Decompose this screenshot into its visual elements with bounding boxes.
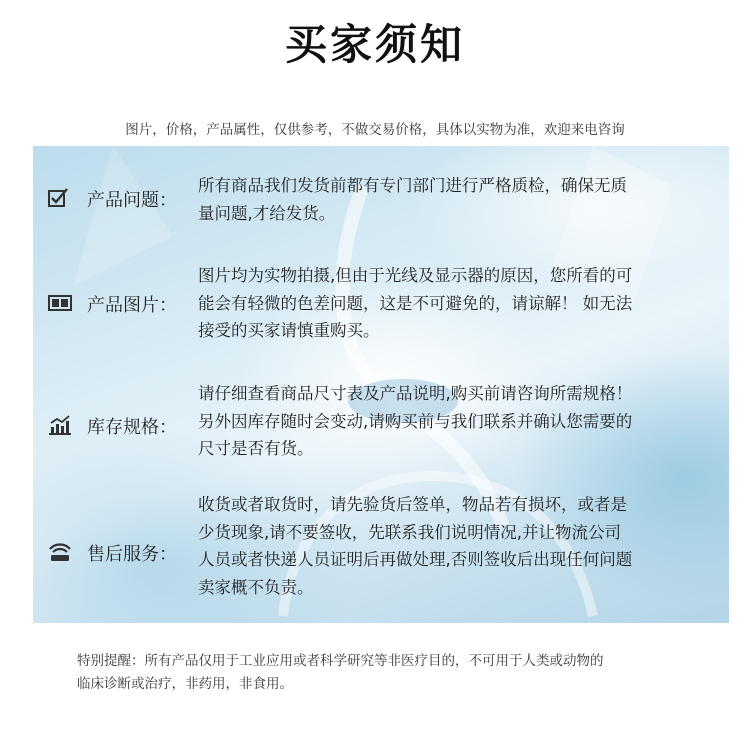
section-text-line: 少货现象,请不要签收，先联系我们说明情况,并让物流公司	[198, 522, 621, 542]
section-text-line: 卖家概不负责。	[198, 577, 314, 597]
page-title: 买家须知	[284, 20, 465, 69]
section-text-line: 所有商品我们发货前都有专门部门进行严格质检，确保无质	[198, 176, 627, 195]
section-text-line: 图片均为实物拍摄,但由于光线及显示器的原因，您所看的可	[198, 266, 633, 285]
section-label: 产品图片：	[87, 295, 177, 316]
section-label: 产品问题：	[87, 190, 177, 211]
section-text-line: 接受的买家请慎重购买。	[198, 321, 380, 340]
page-subtitle: 图片，价格，产品属性，仅供参考，不做交易价格，具体以实物为准，欢迎来电咨询	[125, 122, 625, 138]
notice-panel	[33, 146, 729, 623]
notice-line: 特别提醒：所有产品仅用于工业应用或者科学研究等非医疗目的，不可用于人类或动物的	[77, 653, 604, 669]
section-text-line: 能会有轻微的色差问题，这是不可避免的，请谅解！ 如无法	[198, 293, 633, 313]
section-text-line: 人员或者快递人员证明后再做处理,否则签收后出现任何问题	[198, 550, 633, 569]
bar-chart-icon	[47, 414, 73, 436]
section-text-line: 收货或者取货时，请先验货后签单，物品若有损坏，或者是	[198, 495, 627, 514]
section-label: 售后服务：	[87, 544, 177, 565]
section-text-line: 量问题,才给发货。	[198, 203, 336, 223]
section-text-line: 请仔细查看商品尺寸表及产品说明,购买前请咨询所需规格！	[198, 384, 633, 403]
section-text-line: 尺寸是否有货。	[198, 439, 314, 458]
special-notice	[77, 650, 717, 696]
picture-icon	[47, 292, 73, 314]
section-text	[198, 380, 632, 463]
notice-line: 临床诊断或治疗，非药用，非食用。	[77, 676, 293, 692]
checkbox-icon	[47, 187, 73, 209]
section-text	[198, 172, 627, 227]
section-text-line: 另外因库存随时会变动,请购买前与我们联系并确认您需要的	[198, 411, 633, 431]
telephone-icon	[47, 541, 73, 563]
section-text	[198, 262, 632, 345]
section-label: 库存规格：	[87, 417, 177, 438]
section-text	[198, 491, 632, 601]
